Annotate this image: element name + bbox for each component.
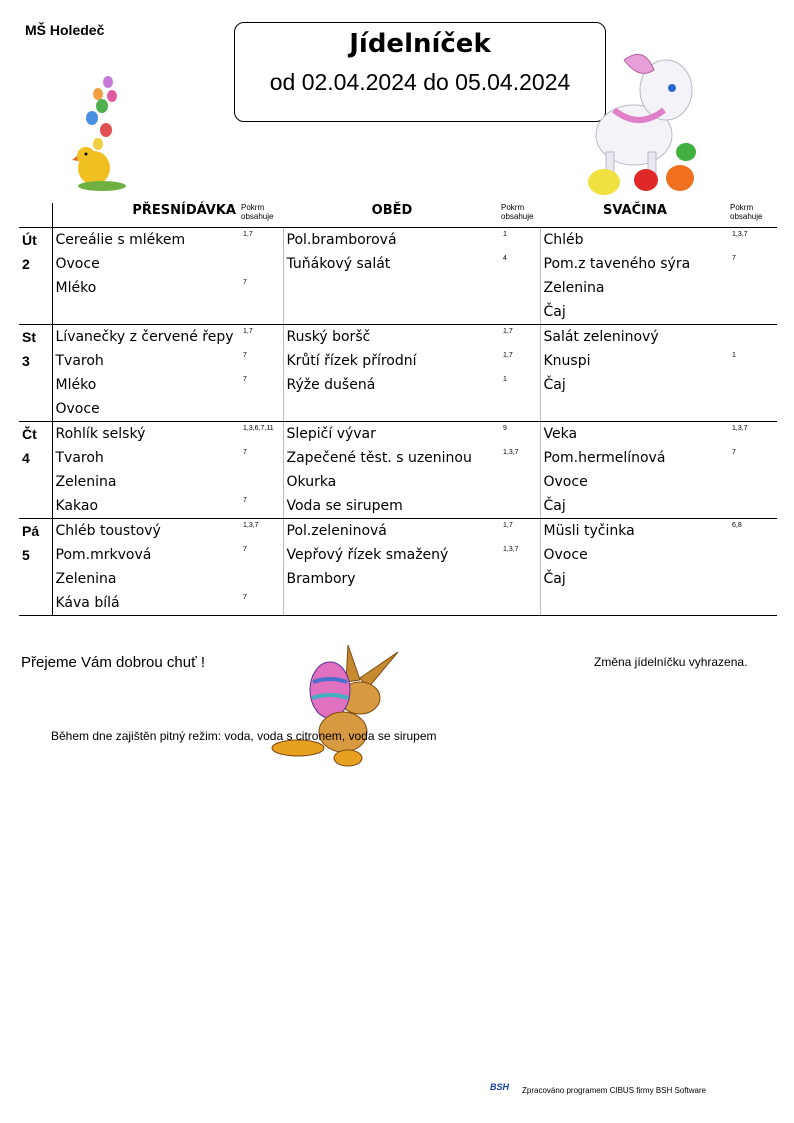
easter-bunny-illustration — [268, 640, 412, 770]
allergen-codes: 1,7 — [503, 522, 513, 529]
menu-item: Pol.bramborová — [286, 232, 397, 248]
menu-item: Vepřový řízek smažený — [286, 547, 449, 563]
menu-item: Tvaroh — [55, 450, 104, 466]
menu-item: Krůtí řízek přírodní — [286, 353, 417, 369]
day-cell — [19, 228, 52, 325]
allergen-codes — [503, 591, 540, 615]
day-name: Pá — [22, 523, 40, 539]
lunch-cell — [283, 519, 501, 616]
day-name: Út — [22, 232, 37, 248]
allergen-codes: 1 — [503, 231, 507, 238]
day-cell — [19, 325, 52, 422]
menu-item: Slepičí vývar — [286, 426, 376, 442]
menu-item: Čaj — [543, 498, 566, 514]
drink-note: Během dne zajištěn pitný režim: voda, voda s citronem, voda se sirupem — [51, 729, 437, 743]
lunch-allergen-cell — [501, 422, 540, 519]
day-row — [19, 519, 777, 616]
day-number: 4 — [22, 450, 30, 466]
breakfast-cell — [52, 228, 241, 325]
menu-item: Zapečené těst. s uzeninou — [286, 450, 472, 466]
allergen-codes: 1,3,7 — [732, 231, 748, 238]
allergen-codes — [503, 300, 540, 324]
menu-item: Mléko — [55, 280, 97, 296]
breakfast-cell — [52, 519, 241, 616]
menu-header-row — [19, 203, 777, 228]
page-title: Jídelníček — [349, 29, 491, 59]
menu-item: Knuspi — [543, 353, 591, 369]
allergen-codes — [243, 567, 283, 591]
snack-cell — [540, 519, 730, 616]
allergen-codes: 1,7 — [243, 231, 253, 238]
lunch-allergen-cell — [501, 228, 540, 325]
allergen-codes: 1,7 — [243, 328, 253, 335]
date-range: od 02.04.2024 do 05.04.2024 — [269, 69, 571, 95]
menu-item: Chléb toustový — [55, 523, 161, 539]
menu-item: Tvaroh — [55, 353, 104, 369]
allergen-codes: 7 — [243, 546, 247, 553]
allergen-codes — [243, 252, 283, 276]
allergen-codes: 7 — [243, 376, 247, 383]
allergen-codes: 1,3,7 — [503, 449, 519, 456]
allergen-codes — [732, 276, 777, 300]
day-number: 2 — [22, 256, 30, 272]
menu-table — [19, 203, 777, 616]
menu-item: Mléko — [55, 377, 97, 393]
day-row — [19, 325, 777, 422]
menu-item: Čaj — [543, 304, 566, 320]
snack-allergen-cell — [730, 228, 777, 325]
menu-item — [544, 591, 731, 615]
snack-allergen-cell — [730, 325, 777, 422]
breakfast-cell — [52, 422, 241, 519]
allergen-codes — [732, 567, 777, 591]
day-name: Čt — [22, 426, 37, 442]
snack-cell — [540, 228, 730, 325]
menu-item: Cereálie s mlékem — [55, 232, 186, 248]
title-box — [234, 22, 606, 122]
lunch-cell — [283, 325, 501, 422]
allergen-codes — [503, 397, 540, 421]
day-row — [19, 422, 777, 519]
menu-item: Rýže dušená — [286, 377, 376, 393]
school-name: MŠ Holedeč — [25, 22, 105, 38]
menu-item: Voda se sirupem — [286, 498, 403, 514]
menu-item: Pom.z taveného sýra — [543, 256, 691, 272]
allergen-codes: 1,7 — [503, 328, 513, 335]
wish-text: Přejeme Vám dobrou chuť ! — [21, 654, 206, 671]
day-row — [19, 228, 777, 325]
allergen-codes: 7 — [732, 449, 736, 456]
menu-item: Ruský boršč — [286, 329, 371, 345]
allergen-codes — [732, 543, 777, 567]
menu-item: Ovoce — [55, 401, 100, 417]
allergen-codes — [503, 567, 540, 591]
menu-item: Veka — [543, 426, 578, 442]
allergen-codes — [243, 300, 283, 324]
allergen-codes: 1,3,7 — [243, 522, 259, 529]
day-cell — [19, 519, 52, 616]
allergen-codes — [503, 494, 540, 518]
menu-item: Müsli tyčinka — [543, 523, 635, 539]
allergen-codes — [732, 494, 777, 518]
menu-item: Chléb — [543, 232, 584, 248]
menu-item: Čaj — [543, 377, 566, 393]
breakfast-allergen-cell — [241, 325, 283, 422]
menu-item: Rohlík selský — [55, 426, 146, 442]
menu-item: Salát zeleninový — [543, 329, 659, 345]
allergen-codes: 1,3,7 — [732, 425, 748, 432]
allergen-codes: 7 — [732, 255, 736, 262]
allergen-codes: 7 — [243, 497, 247, 504]
allergen-codes: 7 — [243, 449, 247, 456]
menu-item — [287, 276, 502, 300]
menu-item — [287, 300, 502, 324]
menu-item: Káva bílá — [55, 595, 120, 611]
easter-lamb-illustration — [584, 40, 714, 200]
allergen-codes: 4 — [503, 255, 507, 262]
day-name: St — [22, 329, 36, 345]
day-cell — [19, 422, 52, 519]
allergen-codes — [732, 300, 777, 324]
breakfast-allergen-cell — [241, 519, 283, 616]
breakfast-allergen-cell — [241, 228, 283, 325]
easter-chick-illustration — [72, 74, 132, 196]
menu-item: Okurka — [286, 474, 337, 490]
menu-item: Ovoce — [543, 547, 588, 563]
footer-text: Zpracováno programem CIBUS firmy BSH Software — [522, 1086, 707, 1095]
allergen-codes: 9 — [503, 425, 507, 432]
menu-item: Kakao — [55, 498, 99, 514]
lunch-allergen-cell — [501, 325, 540, 422]
snack-allergen-cell — [730, 519, 777, 616]
menu-item — [287, 397, 502, 421]
menu-item: Pom.mrkvová — [55, 547, 152, 563]
menu-item: Lívanečky z červené řepy — [55, 329, 234, 345]
header-allergen-snack: Pokrm obsahuje — [730, 203, 777, 228]
bsh-logo: BSH — [490, 1082, 510, 1092]
allergen-codes — [732, 373, 777, 397]
menu-item — [56, 300, 242, 324]
header-snack: SVAČINA — [540, 203, 730, 228]
header-allergen-lunch: Pokrm obsahuje — [501, 203, 540, 228]
snack-cell — [540, 325, 730, 422]
allergen-codes — [732, 591, 777, 615]
header-allergen-breakfast: Pokrm obsahuje — [241, 203, 283, 228]
allergen-codes — [243, 397, 283, 421]
menu-item — [287, 591, 502, 615]
allergen-codes — [503, 470, 540, 494]
lunch-allergen-cell — [501, 519, 540, 616]
menu-item: Brambory — [286, 571, 356, 587]
menu-item: Pom.hermelínová — [543, 450, 666, 466]
menu-item: Zelenina — [55, 474, 117, 490]
breakfast-cell — [52, 325, 241, 422]
allergen-codes — [503, 276, 540, 300]
breakfast-allergen-cell — [241, 422, 283, 519]
allergen-codes: 7 — [243, 279, 247, 286]
allergen-codes: 1 — [732, 352, 736, 359]
allergen-codes — [732, 397, 777, 421]
allergen-codes — [732, 325, 777, 349]
menu-item: Zelenina — [543, 280, 605, 296]
allergen-codes: 1 — [503, 376, 507, 383]
lunch-cell — [283, 228, 501, 325]
snack-cell — [540, 422, 730, 519]
header-breakfast: PŘESNÍDÁVKA — [52, 203, 241, 228]
header-lunch: OBĚD — [283, 203, 501, 228]
menu-item: Čaj — [543, 571, 566, 587]
allergen-codes — [243, 470, 283, 494]
menu-item: Ovoce — [543, 474, 588, 490]
menu-item: Pol.zeleninová — [286, 523, 387, 539]
change-note: Změna jídelníčku vyhrazena. — [594, 655, 748, 669]
day-number: 5 — [22, 547, 30, 563]
allergen-codes — [732, 470, 777, 494]
menu-item: Zelenina — [55, 571, 117, 587]
allergen-codes: 7 — [243, 352, 247, 359]
menu-item: Tuňákový salát — [286, 256, 391, 272]
day-number: 3 — [22, 353, 30, 369]
allergen-codes: 7 — [243, 594, 247, 601]
snack-allergen-cell — [730, 422, 777, 519]
lunch-cell — [283, 422, 501, 519]
allergen-codes: 1,3,7 — [503, 546, 519, 553]
allergen-codes: 6,8 — [732, 522, 742, 529]
menu-item — [544, 397, 731, 421]
allergen-codes: 1,7 — [503, 352, 513, 359]
menu-item: Ovoce — [55, 256, 100, 272]
allergen-codes: 1,3,6,7,11 — [243, 425, 274, 432]
